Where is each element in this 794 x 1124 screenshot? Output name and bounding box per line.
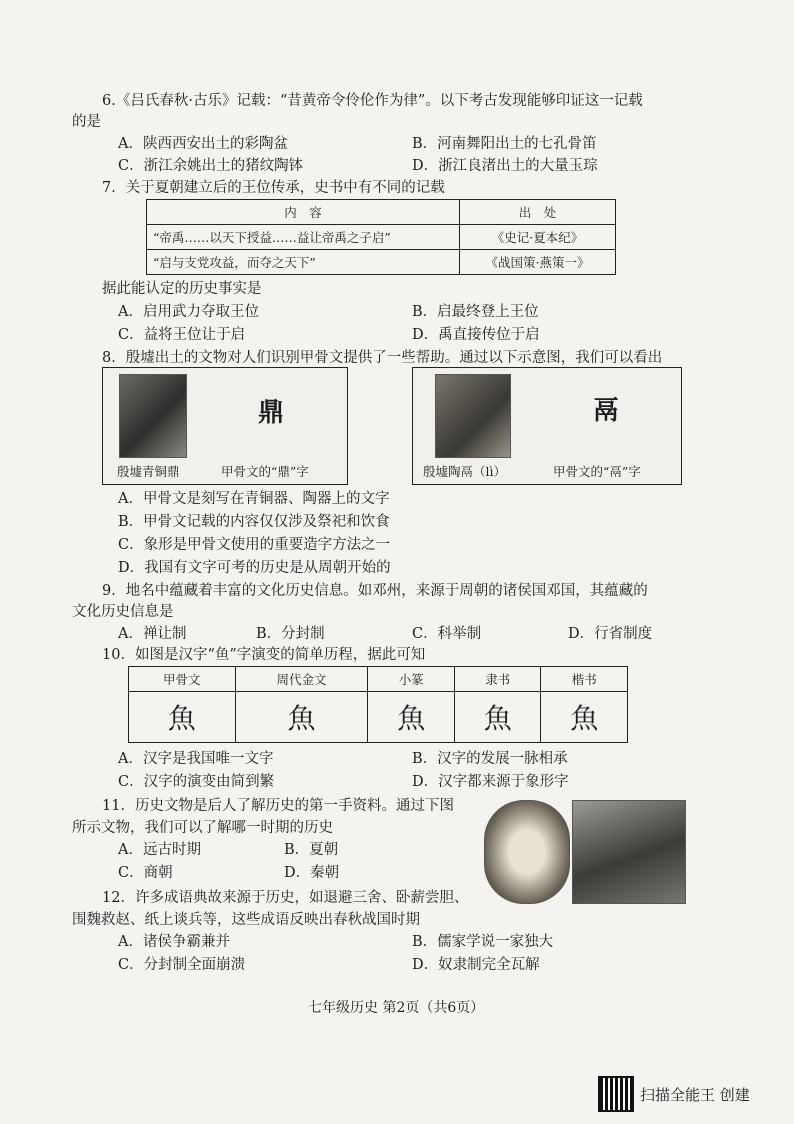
- caption-pottery-li: 殷墟陶鬲（lì）: [423, 464, 506, 479]
- bronze-vessel-photo: [572, 800, 686, 904]
- table-header-row: [129, 667, 628, 692]
- q9-option-d: D．行省制度: [568, 626, 653, 642]
- q7-option-b: B．启最终登上王位: [412, 304, 539, 320]
- q7-source-table: [146, 199, 616, 275]
- table-header-row: [147, 200, 616, 225]
- q12-option-d: D．奴隶制完全瓦解: [412, 957, 540, 973]
- q7-option-d: D．禹直接传位于启: [412, 327, 540, 343]
- caption-oracle-ding: 甲骨文的“鼎”字: [221, 464, 309, 479]
- q7-option-a: A．启用武力夺取王位: [118, 304, 259, 320]
- q10-option-a: A．汉字是我国唯一文字: [118, 751, 274, 767]
- glyph-oracle: 魚: [129, 692, 236, 743]
- q6-option-d: D．浙江良渚出土的大量玉琮: [412, 158, 598, 174]
- q6-option-c: C．浙江余姚出土的猪纹陶钵: [118, 158, 304, 174]
- table-row: [147, 225, 616, 250]
- q12-option-b: B．儒家学说一家独大: [412, 934, 554, 950]
- q7-option-c: C．益将王位让于启: [118, 327, 246, 343]
- caption-oracle-li: 甲骨文的“鬲”字: [553, 464, 641, 479]
- q10-stem: 10．如图是汉字“鱼”字演变的简单历程，据此可知: [102, 647, 426, 663]
- glyph-seal: 魚: [368, 692, 455, 743]
- q11-stem-line1: 11．历史文物是后人了解历史的第一手资料。通过下图: [102, 798, 454, 814]
- q9-stem-line2: 文化历史信息是: [72, 604, 174, 620]
- q8-option-a: A．甲骨文是刻写在青铜器、陶器上的文字: [118, 491, 390, 507]
- q8-option-c: C．象形是甲骨文使用的重要造字方法之一: [118, 537, 391, 553]
- q8-stem: 8．殷墟出土的文物对人们识别甲骨文提供了一些帮助。通过以下示意图，我们可以看出: [102, 350, 663, 366]
- table-row: [129, 692, 628, 743]
- q10-option-d: D．汉字都来源于象形字: [412, 774, 569, 790]
- head-seal: 小篆: [368, 667, 455, 692]
- q9-option-a: A．禅让制: [118, 626, 187, 642]
- q7-conclusion: 据此能认定的历史事实是: [102, 281, 262, 297]
- q9-option-b: B．分封制: [256, 626, 325, 642]
- qr-code-icon: [598, 1076, 634, 1112]
- table-row: [147, 250, 616, 275]
- table-cell: “启与支党攻益，而夺之天下”: [147, 250, 460, 275]
- head-clerical: 隶书: [454, 667, 541, 692]
- oracle-bone-photo: [484, 800, 570, 904]
- q11-option-b: B．夏朝: [284, 842, 339, 858]
- q8-option-b: B．甲骨文记载的内容仅仅涉及祭祀和饮食: [118, 514, 390, 530]
- q12-stem-line1: 12．许多成语典故来源于历史，如退避三舍、卧薪尝胆、: [102, 890, 469, 906]
- q7-stem: 7．关于夏朝建立后的王位传承，史书中有不同的记载: [102, 180, 445, 196]
- q11-option-a: A．远古时期: [118, 842, 201, 858]
- head-oracle: 甲骨文: [129, 667, 236, 692]
- q10-evolution-table: [128, 666, 628, 743]
- head-bronze: 周代金文: [235, 667, 368, 692]
- q8-figure-ding: [102, 367, 348, 485]
- glyph-regular: 魚: [541, 692, 628, 743]
- oracle-li-glyph: 鬲: [593, 396, 620, 426]
- table-head-content: 内 容: [147, 200, 460, 225]
- q8-figure-li: [412, 367, 682, 485]
- caption-bronze-ding: 殷墟青铜鼎: [117, 464, 180, 479]
- q6-stem-line2: 的是: [72, 114, 101, 130]
- q12-stem-line2: 围魏救赵、纸上谈兵等，这些成语反映出春秋战国时期: [72, 912, 420, 928]
- q6-option-a: A．陕西西安出土的彩陶盆: [118, 136, 288, 152]
- glyph-bronze: 魚: [235, 692, 368, 743]
- table-cell: 《史记·夏本纪》: [460, 225, 616, 250]
- q9-stem-line1: 9．地名中蕴藏着丰富的文化历史信息。如邓州，来源于周朝的诸侯国邓国，其蕴藏的: [102, 583, 648, 599]
- q11-option-c: C．商朝: [118, 865, 173, 881]
- q11-option-d: D．秦朝: [284, 865, 340, 881]
- q12-option-a: A．诸侯争霸兼并: [118, 934, 230, 950]
- pottery-li-photo: [435, 374, 511, 458]
- oracle-ding-glyph: 鼎: [258, 398, 285, 428]
- q9-option-c: C．科举制: [412, 626, 482, 642]
- q10-option-b: B．汉字的发展一脉相承: [412, 751, 568, 767]
- table-head-source: 出 处: [460, 200, 616, 225]
- bronze-ding-photo: [119, 374, 187, 458]
- q11-stem-line2: 所示文物，我们可以了解哪一时期的历史: [72, 820, 333, 836]
- head-regular: 楷书: [541, 667, 628, 692]
- q12-option-c: C．分封制全面崩溃: [118, 957, 246, 973]
- glyph-clerical: 魚: [454, 692, 541, 743]
- table-cell: “帝禹……以天下授益……益让帝禹之子启”: [147, 225, 460, 250]
- q8-option-d: D．我国有文字可考的历史是从周朝开始的: [118, 560, 391, 576]
- q6-option-b: B．河南舞阳出土的七孔骨笛: [412, 136, 597, 152]
- scanner-watermark: 扫描全能王 创建: [640, 1086, 750, 1104]
- q10-option-c: C．汉字的演变由简到繁: [118, 774, 275, 790]
- table-cell: 《战国策·燕策一》: [460, 250, 616, 275]
- q6-stem-line1: 6.《吕氏春秋·古乐》记载：“昔黄帝令伶伦作为律”。以下考古发现能够印证这一记载: [102, 93, 643, 109]
- page-footer: 七年级历史 第2页（共6页）: [308, 1000, 485, 1016]
